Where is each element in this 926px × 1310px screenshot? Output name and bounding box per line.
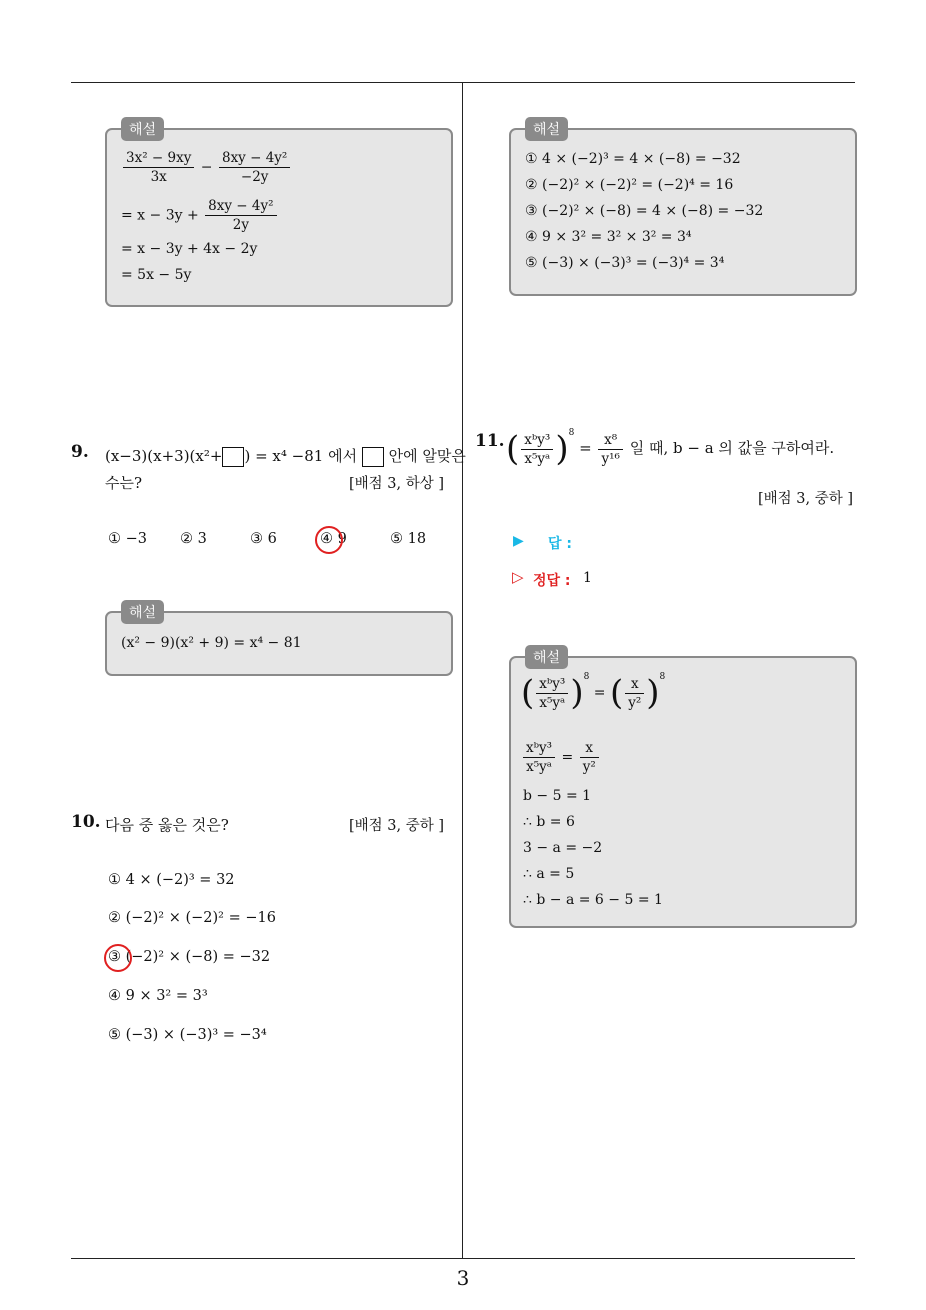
question-number-9: 9. [71,442,89,462]
solution-line-4: = 5x − 5y [121,267,192,283]
choice-3[interactable]: ③ 6 [250,531,277,547]
question-9-score: [배점 3, 하상 ] [349,476,445,492]
fraction: $\frac{\text{xᵇy³}}{\text{x⁵yᵃ}}$ [521,432,553,467]
solution-line: ② (−2)² × (−2)² = (−2)⁴ = 16 [525,177,734,193]
answer-blank [362,447,384,467]
solution-line: ∴ b − a = 6 − 5 = 1 [523,892,663,908]
solution-line: ④ 9 × 3² = 3² × 3² = 3⁴ [525,229,692,245]
answer-blank [222,447,244,467]
choice-2[interactable]: ② 3 [180,531,207,547]
answer-arrow-icon: ▶ [513,533,524,549]
solution-line: ∴ b = 6 [523,814,575,830]
solution-tag: 해설 [121,117,164,141]
solution-line-2: $\frac{\text{xᵇy³}}{\text{x⁵yᵃ}}$ = $\frac{x}{\text{y²}}$ [521,740,601,775]
solution-line-3: = x − 3y + 4x − 2y [121,241,258,257]
solution-label: 정답 : [533,573,571,589]
fraction: $\frac{\text{3x² − 9xy}}{3x}$ [123,150,194,185]
fraction: $\frac{x}{\text{y²}}$ [625,676,644,711]
choice-4[interactable]: ④ 9 × 3² = 3³ [108,988,208,1004]
solution-line: 3 − a = −2 [523,840,603,856]
choice-3[interactable]: ③ (−2)² × (−8) = −32 [108,949,271,965]
solution-line: b − 5 = 1 [523,788,592,804]
fraction: $\frac{\text{xᵇy³}}{\text{x⁵yᵃ}}$ [523,740,555,775]
solution-line-1: ( $\frac{\text{xᵇy³}}{\text{x⁵yᵃ}}$ )$^8$ = ( $\frac{x}{\text{y²}}$ )$^8$ [521,672,666,713]
solution-tag: 해설 [121,600,164,624]
solution-box-q8 [105,122,453,307]
solution-line: ③ (−2)² × (−8) = 4 × (−8) = −32 [525,203,764,219]
column-divider [462,83,463,1258]
solution-line: (x² − 9)(x² + 9) = x⁴ − 81 [121,635,302,651]
choice-2[interactable]: ② (−2)² × (−2)² = −16 [108,910,276,926]
question-number-10: 10. [71,812,101,832]
selected-answer-mark [104,944,132,972]
fraction: $\frac{\text{x⁸}}{\text{y¹⁶}}$ [598,432,622,467]
solution-box-q11 [509,650,857,928]
solution-line: ∴ a = 5 [523,866,575,882]
fraction: $\frac{\text{xᵇy³}}{\text{x⁵yᵃ}}$ [536,676,568,711]
selected-answer-mark [315,526,343,554]
choice-5[interactable]: ⑤ 18 [390,531,427,547]
solution-line: ⑤ (−3) × (−3)³ = (−3)⁴ = 3⁴ [525,255,725,271]
fraction: $\frac{\text{8xy − 4y²}}{-2y}$ [219,150,290,185]
choice-5[interactable]: ⑤ (−3) × (−3)³ = −3⁴ [108,1027,267,1043]
choice-1[interactable]: ① 4 × (−2)³ = 32 [108,872,235,888]
page-number: 3 [456,1266,470,1290]
fraction: $\frac{x}{\text{y²}}$ [580,740,599,775]
question-9-text: (x−3)(x+3)(x²+ ) = x⁴ −81 에서 안에 알맞은 [105,447,466,465]
solution-box-q10 [509,122,857,296]
question-11-score: [배점 3, 중하 ] [758,491,854,507]
question-11-text: ( $\frac{\text{xᵇy³}}{\text{x⁵yᵃ}}$ )$^8$ = $\frac{\text{x⁸}}{\text{y¹⁶}}$ 일 때, b − a 의 값을 구하여라. [506,428,835,469]
solution-box-q9 [105,605,453,676]
solution-line: ① 4 × (−2)³ = 4 × (−8) = −32 [525,151,741,167]
question-number-11: 11. [475,431,505,451]
question-10-text: 다음 중 옳은 것은? [105,816,229,834]
fraction: $\frac{\text{8xy − 4y²}}{2y}$ [205,198,276,233]
header-rule [71,82,855,83]
solution-value: 1 [583,570,592,586]
solution-line-2: = x − 3y + $\frac{\text{8xy − 4y²}}{2y}$ [121,198,279,233]
question-9-text-line2: 수는? [105,474,143,492]
footer-rule [71,1258,855,1259]
question-10-score: [배점 3, 중하 ] [349,818,445,834]
solution-tag: 해설 [525,117,568,141]
solution-arrow-icon: ▷ [512,568,524,586]
choice-4[interactable]: ④ 9 [320,531,347,547]
solution-tag: 해설 [525,645,568,669]
choice-1[interactable]: ① −3 [108,531,147,547]
solution-line-1: $\frac{\text{3x² − 9xy}}{3x}$ − $\frac{\text{8xy − 4y²}}{-2y}$ [121,150,292,185]
answer-label: 답 : [548,536,572,552]
